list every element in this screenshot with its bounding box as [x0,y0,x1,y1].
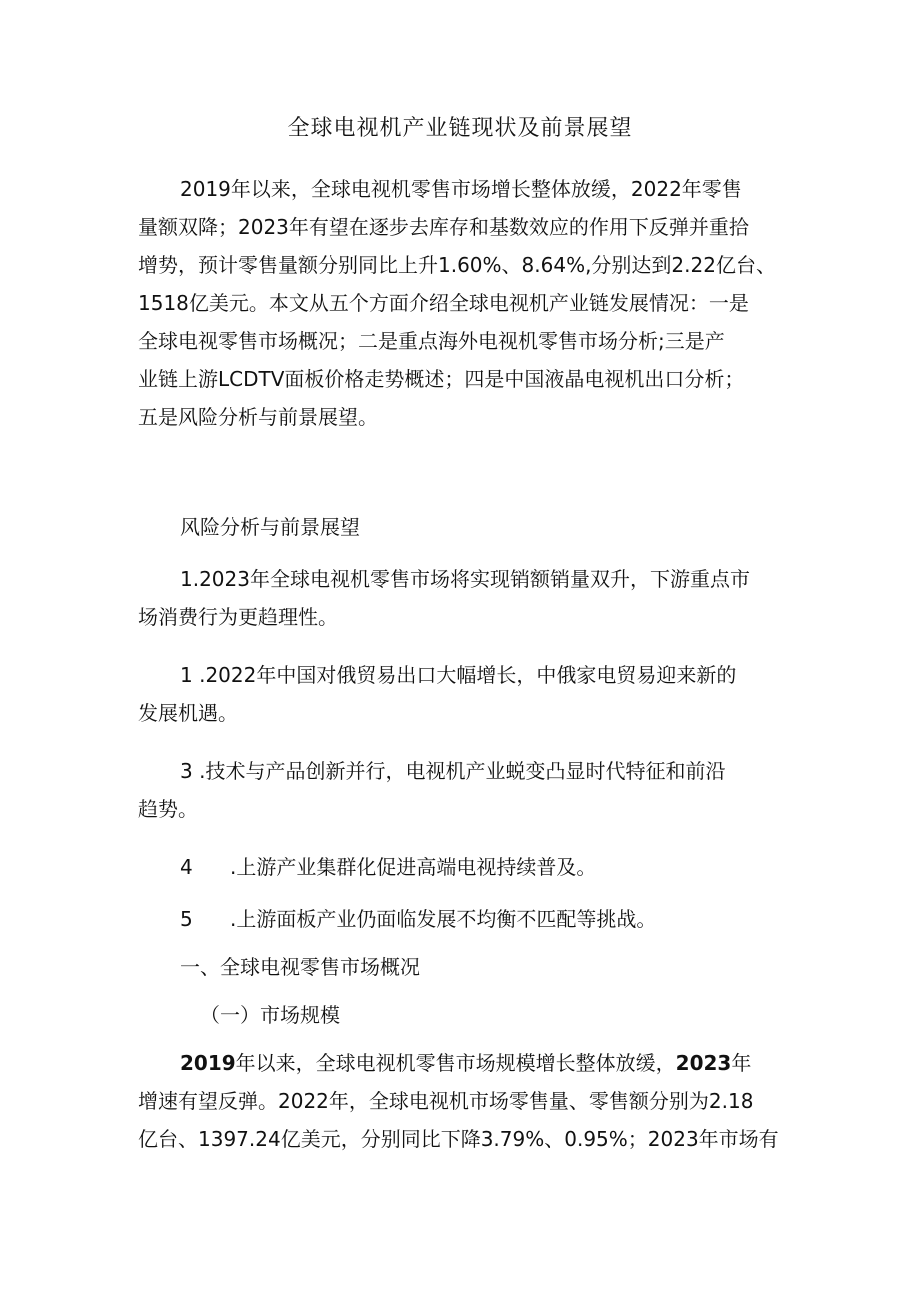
market-paragraph [138,1044,788,1158]
risk-section-title: 风险分析与前景展望 [180,515,360,539]
document-title: 全球电视机产业链现状及前景展望 [287,116,633,141]
risk-section-heading [138,508,788,546]
risk-item-5 [138,900,788,938]
risk-item-2 [138,656,788,732]
risk-item-line: 场消费行为更趋理性。 [138,605,338,629]
risk-item-number: 4 [180,855,193,879]
intro-line: 量额双降；2023年有望在逐步去库存和基数效应的作用下反弹并重拾 [138,215,749,239]
subsection-1-heading [138,996,788,1034]
section-1-title: 一、全球电视零售市场概况 [180,955,420,979]
intro-line: 2019年以来，全球电视机零售市场增长整体放缓，2022年零售 [180,177,742,201]
risk-item-line: 3 .技术与产品创新并行，电视机产业蜕变凸显时代特征和前沿 [180,759,726,783]
intro-line: 增势，预计零售量额分别同比上升1.60%、8.64%,分别达到2.22亿台、 [138,253,776,277]
risk-item-3 [138,752,788,828]
intro-paragraph [138,170,788,436]
risk-item-text: .上游产业集群化促进高端电视持续普及。 [230,855,597,879]
risk-item-number: 5 [180,907,193,931]
risk-item-1 [138,560,788,636]
risk-item-4 [138,848,788,886]
market-line: 2019年以来，全球电视机零售市场规模增长整体放缓，2023年 [180,1051,752,1075]
section-1-heading [138,948,788,986]
risk-item-line: 1 .2022年中国对俄贸易出口大幅增长，中俄家电贸易迎来新的 [180,663,737,687]
intro-line: 业链上游LCDTV面板价格走势概述；四是中国液晶电视机出口分析； [138,367,745,391]
risk-item-line: 1.2023年全球电视机零售市场将实现销额销量双升，下游重点市 [180,567,750,591]
intro-line: 1518亿美元。本文从五个方面介绍全球电视机产业链发展情况：一是 [138,291,749,315]
subsection-1-title: （一）市场规模 [200,1003,340,1027]
risk-item-text: .上游面板产业仍面临发展不均衡不匹配等挑战。 [230,907,657,931]
market-line: 亿台、1397.24亿美元，分别同比下降3.79%、0.95%；2023年市场有 [138,1127,779,1151]
risk-item-line: 发展机遇。 [138,701,238,725]
market-line: 增速有望反弹。2022年，全球电视机市场零售量、零售额分别为2.18 [138,1089,754,1113]
risk-item-line: 趋势。 [138,797,198,821]
intro-line: 全球电视零售市场概况；二是重点海外电视机零售市场分析;三是产 [138,329,725,353]
intro-line: 五是风险分析与前景展望。 [138,405,378,429]
